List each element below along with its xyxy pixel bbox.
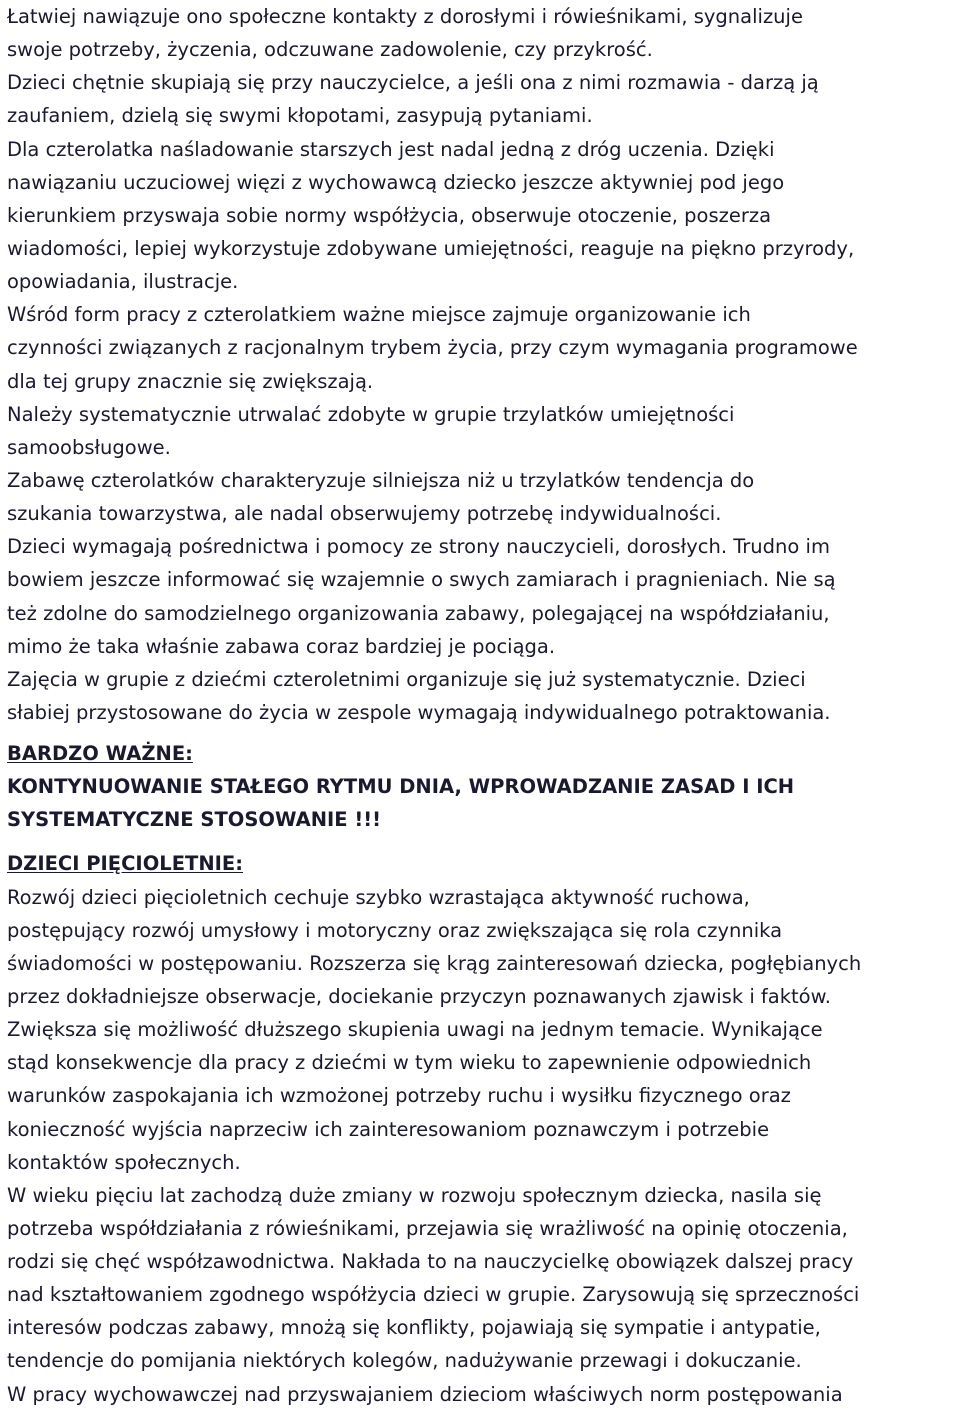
text-line: postępujący rozwój umysłowy i motoryczny oraz zwiększająca się rola czynnika [7,918,783,942]
paragraph-four-year-olds [7,0,953,729]
text-line: interesów podczas zabawy, mnożą się konflikty, pojawiają się sympatie i antypatie, [7,1316,821,1340]
text-line: bowiem jeszcze informować się wzajemnie o swych zamiarach i pragnieniach. Nie są [7,568,836,592]
text-line: konieczność wyjścia naprzeciw ich zainteresowaniom poznawczym i potrzebie [7,1117,770,1141]
text-line: Dzieci chętnie skupiają się przy nauczycielce, a jeśli ona z nimi rozmawia - darzą ją [7,71,819,95]
important-note [7,770,953,836]
text-line: nad kształtowaniem zgodnego współżycia dzieci w grupie. Zarysowują się sprzeczności [7,1283,860,1307]
important-heading: BARDZO WAŻNE: [7,742,193,766]
text-line: W wieku pięciu lat zachodzą duże zmiany w rozwoju społecznym dziecka, nasila się [7,1183,822,1207]
text-line: słabiej przystosowane do życia w zespole wymagają indywidualnego potraktowania. [7,700,831,724]
text-line: Wśród form pracy z czterolatkiem ważne miejsce zajmuje organizowanie ich [7,303,751,327]
text-line: Rozwój dzieci pięcioletnich cechuje szybko wzrastająca aktywność ruchowa, [7,885,750,909]
text-line: swoje potrzeby, życzenia, odczuwane zadowolenie, czy przykrość. [7,38,653,62]
text-line: Dzieci wymagają pośrednictwa i pomocy ze strony nauczycieli, dorosłych. Trudno im [7,535,830,559]
text-line: potrzeba współdziałania z rówieśnikami, przejawia się wrażliwość na opinię otoczenia, [7,1216,848,1240]
text-line: też zdolne do samodzielnego organizowania zabawy, polegającej na współdziałaniu, [7,601,830,625]
text-line: Zabawę czterolatków charakteryzuje silniejsza niż u trzylatków tendencja do [7,468,755,492]
text-line: mimo że taka właśnie zabawa coraz bardziej je pociąga. [7,634,556,658]
important-text-line: SYSTEMATYCZNE STOSOWANIE !!! [7,808,382,832]
five-year-olds-heading: DZIECI PIĘCIOLETNIE: [7,852,244,876]
text-line: warunków zaspokajania ich wzmożonej potrzeby ruchu i wysiłku fizycznego oraz [7,1084,791,1108]
text-line: W pracy wychowawczej nad przyswajaniem dzieciom właściwych norm postępowania [7,1382,843,1406]
text-line: czynności związanych z racjonalnym trybem życia, przy czym wymagania programowe [7,336,858,360]
text-line: stąd konsekwencje dla pracy z dziećmi w tym wieku to zapewnienie odpowiednich [7,1051,812,1075]
text-line: tendencje do pomijania niektórych kolegów, nadużywanie przewagi i dokuczanie. [7,1349,802,1373]
important-text-line: KONTYNUOWANIE STAŁEGO RYTMU DNIA, WPROWADZANIE ZASAD I ICH [7,775,795,799]
text-line: rodzi się chęć współzawodnictwa. Nakłada to na nauczycielkę obowiązek dalszej pracy [7,1250,854,1274]
text-line: opowiadania, ilustracje. [7,270,239,294]
text-line: nawiązaniu uczuciowej więzi z wychowawcą dziecko jeszcze aktywniej pod jego [7,170,785,194]
paragraph-five-year-olds [7,881,953,1411]
document-page [7,0,953,1411]
text-line: przez dokładniejsze obserwacje, dociekanie przyczyn poznawanych zjawisk i faktów. [7,984,831,1008]
text-line: Zwiększa się możliwość dłuższego skupienia uwagi na jednym temacie. Wynikające [7,1018,823,1042]
text-line: Dla czterolatka naśladowanie starszych jest nadal jedną z dróg uczenia. Dzięki [7,137,775,161]
text-line: samoobsługowe. [7,435,171,459]
text-line: zaufaniem, dzielą się swymi kłopotami, zasypują pytaniami. [7,104,593,128]
text-line: świadomości w postępowaniu. Rozszerza się krąg zainteresowań dziecka, pogłębianych [7,951,862,975]
text-line: Łatwiej nawiązuje ono społeczne kontakty z dorosłymi i rówieśnikami, sygnalizuje [7,5,803,28]
text-line: Należy systematycznie utrwalać zdobyte w grupie trzylatków umiejętności [7,402,735,426]
text-line: szukania towarzystwa, ale nadal obserwujemy potrzebę indywidualności. [7,502,722,526]
text-line: kierunkiem przyswaja sobie normy współżycia, obserwuje otoczenie, poszerza [7,203,772,227]
text-line: Zajęcia w grupie z dziećmi czteroletnimi organizuje się już systematycznie. Dzieci [7,667,806,691]
text-line: dla tej grupy znacznie się zwiększają. [7,369,374,393]
text-line: kontaktów społecznych. [7,1150,241,1174]
text-line: wiadomości, lepiej wykorzystuje zdobywane umiejętności, reaguje na piękno przyrody, [7,236,855,260]
